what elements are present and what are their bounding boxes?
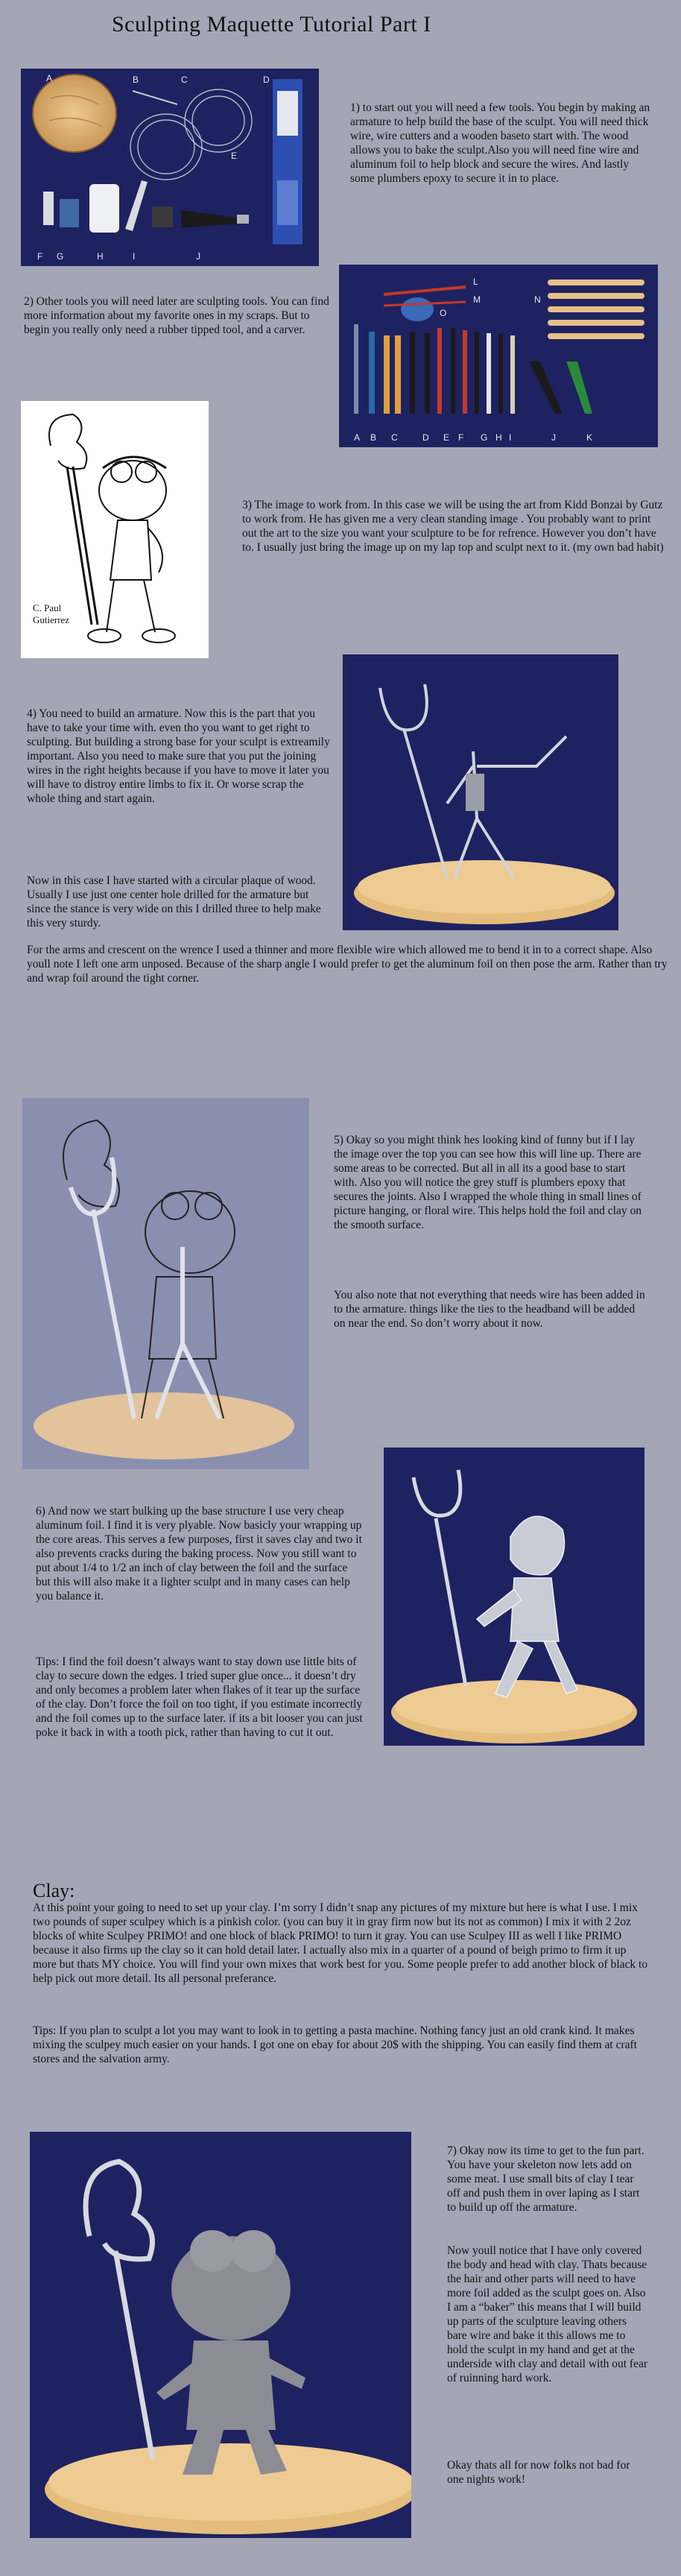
step7-text-a: 7) Okay now its time to get to the fun part. You have your skeleton now lets add on some meat. I use small bits of clay I tear off and push them in over laping as I start to build up off the armature.: [447, 2144, 644, 2214]
clay-text: At this point your going to need to set up your clay. I’m sorry I didn’t snap any pictures of my mixture but here is what I use. I mix two pounds of super sculpey which is a pinkish color. (you can buy it in gray firm now but its not as common) I mix it with 2 2oz blocks of white Sculpey PRIMO! and one block of black PRIMO! to turn it gray. You can use Sculpey III as well I like PRIMO because it also firms up the clay so it can hold detail later. I actually also mix in a quarter of a pound of beigh primo to firm it up more but thats MY choice. You will find your own mixes that work best for you. Some people prefer to add another block of black to help pick out more detail. Its all personal preferance.: [33, 1901, 648, 1985]
label-d: D: [263, 75, 270, 85]
rubber-tool: [401, 297, 434, 321]
epoxy-tube: [43, 192, 54, 225]
label-g: G: [481, 432, 488, 443]
label-b: B: [370, 432, 377, 443]
epoxy-bottle: [60, 199, 79, 227]
label-n: N: [534, 294, 541, 305]
epoxy-joint: [466, 774, 484, 811]
wood-carvers: [548, 280, 644, 339]
label-i: I: [509, 432, 512, 443]
label-o: O: [440, 308, 447, 318]
sculpting-tools: [354, 280, 644, 414]
label-h: H: [97, 251, 104, 262]
overlay-art: [22, 1098, 309, 1469]
foil-wrench: [86, 2162, 153, 2460]
step7-text-c: Okay thats all for now folks not bad for one nights work!: [447, 2459, 630, 2486]
label-e: E: [443, 432, 450, 443]
step4-text-b: Now in this case I have started with a circular plaque of wood. Usually I use just one center hole drilled for the armature but since the stance is very wide on this I drilled three to help make this very sturdy.: [27, 874, 321, 929]
step5-text-b: You also note that not everything that needs wire has been added in to the armature. things like the ties to the headband will be added on near the end. So don’t worry about it now.: [334, 1289, 645, 1330]
step1-text: 1) to start out you will need a few tools. You begin by making an armature to help build the base of the sculpt. You will need thick wire, wire cutters and a wooden baseto start with. The wood allows you to bake the sculpt.Also you will need fine wire and aluminum foil to help block and secure the wires. And lastly some plumbers epoxy to secure it in to place.: [350, 101, 650, 185]
wire-armature: [71, 1158, 220, 1418]
overlay-photo: [22, 1098, 309, 1469]
label-m: M: [473, 294, 481, 305]
label-c: C: [391, 432, 398, 443]
label-l: L: [473, 277, 478, 287]
label-j: J: [551, 432, 556, 443]
label-d: D: [422, 432, 429, 443]
tools-photo-2-art: [339, 265, 658, 447]
label-a: A: [354, 432, 361, 443]
label-h: H: [495, 432, 502, 443]
clay-section: [33, 1869, 651, 1986]
wood-base: [33, 75, 116, 152]
step2-text: 2) Other tools you will need later are sculpting tools. You can find more information about my favorite ones in my scraps. But to begin you really only need a rubber tipped tool, and a carver.: [24, 295, 329, 336]
page-title: Sculpting Maquette Tutorial Part I: [112, 12, 431, 37]
armature-photo: [343, 654, 618, 930]
step7-text-b: Now youll notice that I have only covered the body and head with clay. Thats because the hair and other parts will need to have more foil added as the sculpt goes on. Also I am a “baker” this means that I will build up parts of the sculpture leaving others bare wire and bake it this allows me to hold the sculpt in my hand and get at the underside with clay and detail with out fear of ruinning hard work.: [447, 2244, 648, 2384]
step5-text-a: 5) Okay so you might think hes looking kind of funny but if I lay the image over the top you can see how this will line up. There are some areas to be corrected. But all in all its a good base to start with. Also you will notice the grey stuff is plumbers epoxy that secures the joints. Also I wrapped the whole thing in small lines of picture hanging, or floral wire. This helps hold the foil and clay on the smooth surface.: [334, 1134, 642, 1231]
bottle: [89, 184, 119, 233]
clay-sculpt-art: [30, 2132, 411, 2538]
label-f: F: [37, 251, 43, 262]
label-i: I: [133, 251, 136, 262]
armature-art: [343, 654, 618, 930]
step6-text-b: Tips: I find the foil doesn’t always want to stay down use little bits of clay to secure down the edges. I tried super glue once... it doesn’t dry and only becomes a problem later when flakes of it tear up the surface of the clay. Don’t force the foil on too tight, if you estimate incorrectly and the foil comes up to the surface later. if its a bit looser you can just poke it back in with a tooth pick, rather than having to cut it out.: [36, 1655, 363, 1739]
label-f: F: [458, 432, 464, 443]
wire-cutters: [181, 210, 237, 228]
clay-heading: Clay:: [33, 1880, 75, 1901]
label-b: B: [133, 75, 139, 85]
label-j: J: [196, 251, 200, 262]
wrench-head: [49, 414, 86, 469]
clay-sculpt-photo: [30, 2132, 411, 2538]
step6-text-a: 6) And now we start bulking up the base structure I use very cheap aluminum foil. I find it is very plyable. Now basicly your wrapping up the core areas. This serves a few purposes, first it saves clay and two it also prevents cracks during the baking process. Now you still want to put about 1/4 to 1/2 an inch of clay between the foil and the surface but this will also make it a lighter sculpt and in many cases can help you balance it.: [36, 1505, 362, 1603]
step3-text: 3) The image to work from. In this case we will be using the art from Kidd Bonzai by Gutz to work from. He has given me a very clean standing image . You probably want to print out the art to the size you want your sculpture to be for refrence. However you don’t have to. I usually just bring the image up on my lap top and sculpt next to it. (my own bad habit): [242, 499, 664, 554]
lineart-overlay: [63, 1120, 235, 1418]
fine-wire: [125, 180, 148, 231]
artist-signature: C. Paul Gutierrez: [33, 602, 70, 625]
label-g: G: [57, 251, 64, 262]
foil-art: [384, 1448, 644, 1746]
tools-photo-1: [21, 69, 319, 266]
reference-artwork: [21, 401, 209, 658]
label-c: C: [181, 75, 188, 85]
tools-photo-2: [339, 265, 658, 447]
tools-photo-1-art: [21, 69, 319, 266]
label-k: K: [586, 432, 593, 443]
clay-body: [156, 2230, 305, 2475]
foil-body: [477, 1516, 577, 1697]
step4-text-a: 4) You need to build an armature. Now this is the part that you have to take your time with. even tho you want to get right to sculpting. But building a strong base for your sculpt is extreamily important. Also you need to make sure that you put the joining wires in the right heights because if you have to move it later you will have to distroy entire limbs to fix it. Or worse scrap the whole thing and start again.: [27, 707, 330, 805]
label-a: A: [46, 73, 53, 83]
wire-coils: [130, 89, 252, 180]
step4-text-c: For the arms and crescent on the wrence I used a thinner and more flexible wire which allowed me to bend it in to a correct shape. Also youll note I left one arm unposed. Because of the sharp angle I would prefer to get the aluminum foil on then pose the arm. Rather than try and wrap foil around the tight corner.: [27, 944, 668, 985]
label-e: E: [231, 151, 238, 161]
clay-tips: Tips: If you plan to sculpt a lot you may want to look in to getting a pasta machine. Nothing fancy just an old crank kind. It makes mixing the sculpey much easier on your hands. I got one on ebay for about 20$ with the shipping. You can easily find them at craft stores and the salvation army.: [33, 2024, 637, 2065]
foil-photo: [384, 1448, 644, 1746]
